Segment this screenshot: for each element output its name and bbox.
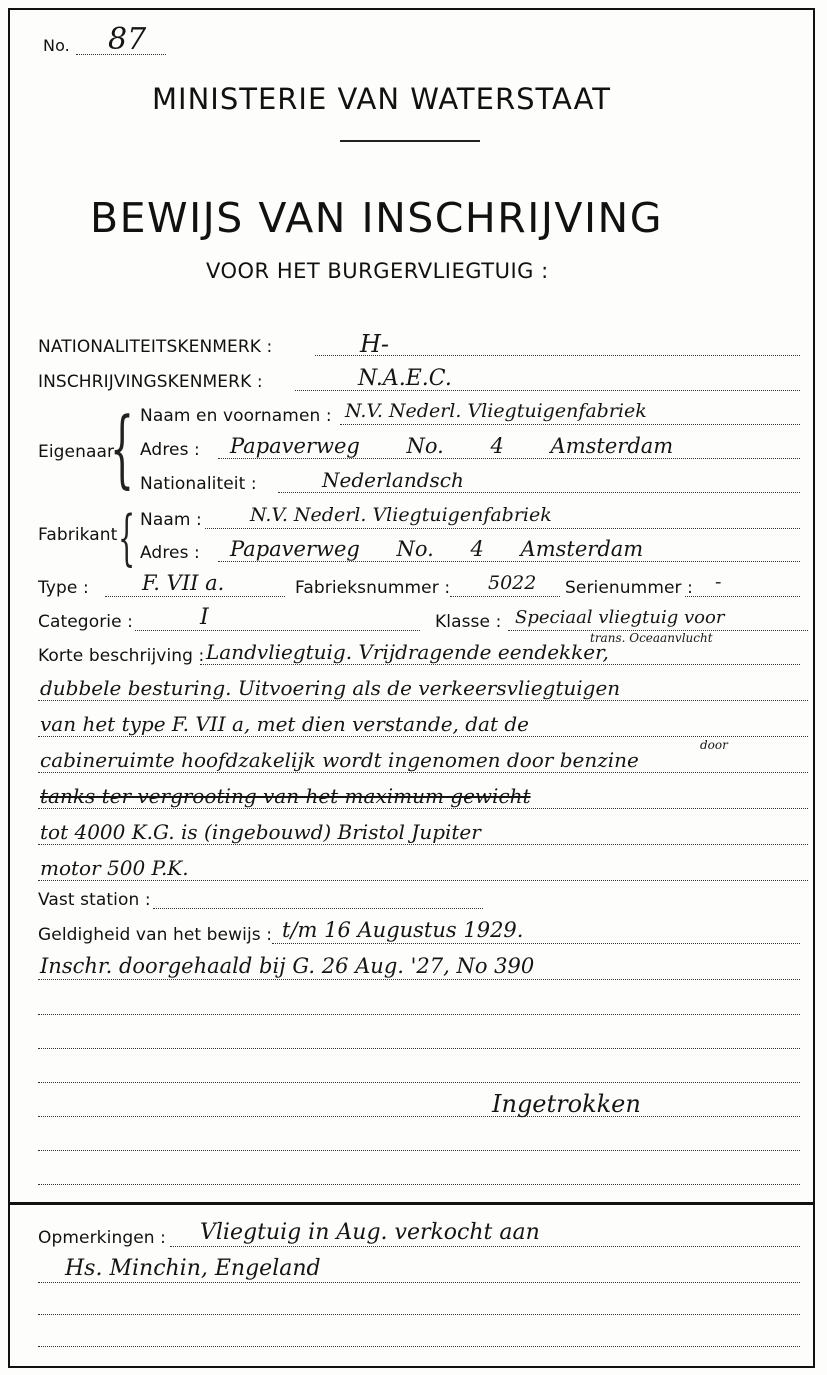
fabrieksnummer-value: 5022 (488, 572, 537, 594)
inschrijving-note: Inschr. doorgehaald bij G. 26 Aug. '27, No 390 (40, 954, 535, 978)
heading-rule (340, 140, 480, 142)
categorie-label: Categorie : (38, 612, 134, 632)
korte-line-3 (38, 736, 808, 737)
eigenaar-adres-label: Adres : (140, 440, 200, 460)
korte-text-2: dubbele besturing. Uitvoering als de verkeersvliegtuigen (40, 676, 621, 700)
klasse-value: Speciaal vliegtuig voor (515, 607, 725, 628)
eigenaar-label: Eigenaar (38, 442, 115, 462)
korte-beschrijving-label: Korte beschrijving : (38, 646, 205, 666)
korte-line-7 (38, 880, 808, 881)
extra-line-6 (38, 1150, 800, 1151)
vast-station-label: Vast station : (38, 890, 151, 910)
eigenaar-nationaliteit-value: Nederlandsch (322, 468, 464, 492)
korte-line-6 (38, 844, 808, 845)
fabrikant-naam-line (205, 528, 800, 529)
korte-text-4: cabineruimte hoofdzakelijk wordt ingenomen door benzine (40, 748, 639, 772)
eigenaar-adres-line (218, 458, 800, 459)
inschrijvingskenmerk-value: N.A.E.C. (358, 366, 452, 391)
serienummer-label: Serienummer : (565, 578, 693, 598)
ministry-heading: MINISTERIE VAN WATERSTAAT (152, 82, 611, 116)
korte-line-2 (38, 700, 808, 701)
section-divider (10, 1202, 813, 1205)
serienummer-value: - (715, 571, 722, 593)
signature: Ingetrokken (492, 1090, 641, 1118)
number-label: No. (43, 36, 70, 55)
opmerkingen-text-2: Hs. Minchin, Engeland (65, 1256, 321, 1281)
korte-line-4 (38, 772, 808, 773)
geldigheid-line (272, 943, 800, 944)
eigenaar-nationaliteit-line (278, 492, 800, 493)
eigenaar-naam-line (340, 424, 800, 425)
fabrikant-naam-label: Naam : (140, 510, 202, 530)
eigenaar-adres-value: Papaverweg No. 4 Amsterdam (230, 434, 674, 458)
fabrikant-naam-value: N.V. Nederl. Vliegtuigenfabriek (250, 504, 552, 526)
extra-line-7 (38, 1184, 800, 1185)
fabrikant-adres-line (218, 561, 800, 562)
categorie-line (135, 630, 420, 631)
fabrikant-brace: { (118, 503, 136, 573)
serienummer-line (685, 596, 800, 597)
fabrikant-adres-value: Papaverweg No. 4 Amsterdam (230, 537, 644, 561)
korte-insert-door: door (700, 738, 728, 752)
nationaliteitskenmerk-label: NATIONALITEITSKENMERK : (38, 337, 273, 357)
eigenaar-naam-value: N.V. Nederl. Vliegtuigenfabriek (345, 400, 647, 422)
extra-line-2 (38, 1014, 800, 1015)
fabrieksnummer-line (450, 596, 560, 597)
opmerkingen-line-3 (38, 1314, 800, 1315)
extra-line-5 (38, 1116, 800, 1117)
eigenaar-naam-label: Naam en voornamen : (140, 406, 332, 426)
geldigheid-value: t/m 16 Augustus 1929. (282, 918, 524, 942)
fabrikant-adres-label: Adres : (140, 543, 200, 563)
opmerkingen-line-2 (38, 1282, 800, 1283)
opmerkingen-text-1: Vliegtuig in Aug. verkocht aan (200, 1220, 540, 1245)
korte-text-7: motor 500 P.K. (40, 856, 189, 880)
extra-line-3 (38, 1048, 800, 1049)
korte-text-3: van het type F. VII a, met dien verstande, dat de (40, 712, 530, 736)
number-value: 87 (108, 22, 147, 57)
fabrikant-label: Fabrikant (38, 525, 118, 545)
korte-text-1: Landvliegtuig. Vrijdragende eendekker, (206, 640, 609, 664)
korte-text-6: tot 4000 K.G. is (ingebouwd) Bristol Jupiter (40, 820, 481, 844)
opmerkingen-label: Opmerkingen : (38, 1228, 166, 1248)
inschrijvingskenmerk-label: INSCHRIJVINGSKENMERK : (38, 372, 263, 392)
document-subtitle: VOOR HET BURGERVLIEGTUIG : (206, 259, 549, 283)
type-label: Type : (38, 578, 89, 598)
nationaliteitskenmerk-value: H- (360, 330, 390, 358)
korte-line-5 (38, 808, 808, 809)
opmerkingen-line-4 (38, 1346, 800, 1347)
extra-line-1 (38, 979, 800, 980)
categorie-value: I (200, 605, 209, 630)
opmerkingen-line-1 (170, 1246, 800, 1247)
geldigheid-label: Geldigheid van het bewijs : (38, 925, 273, 945)
extra-line-4 (38, 1082, 800, 1083)
type-value: F. VII a. (142, 571, 225, 595)
klasse-value-insert: trans. Oceaanvlucht (590, 631, 713, 645)
vast-station-line (153, 908, 483, 909)
eigenaar-brace: { (110, 399, 135, 497)
type-line (105, 596, 285, 597)
korte-text-5: tanks ter vergrooting van het maximum gewicht (40, 784, 531, 808)
korte-line-1 (200, 664, 800, 665)
fabrieksnummer-label: Fabrieksnummer : (295, 578, 451, 598)
document-title: BEWIJS VAN INSCHRIJVING (90, 194, 663, 242)
klasse-label: Klasse : (435, 612, 502, 632)
registration-certificate (8, 8, 815, 1368)
eigenaar-nationaliteit-label: Nationaliteit : (140, 474, 257, 494)
